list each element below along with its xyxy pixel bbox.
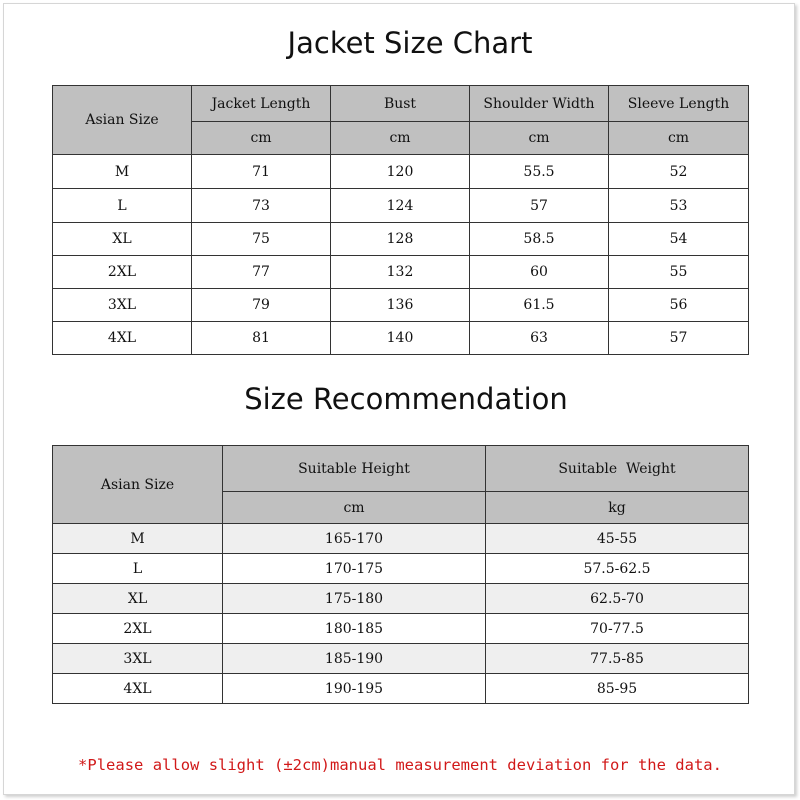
column-header: Suitable Weight bbox=[486, 446, 749, 492]
size-cell: XL bbox=[53, 584, 223, 614]
size-cell: M bbox=[53, 155, 192, 189]
value-cell: 71 bbox=[192, 155, 331, 189]
weight-cell: 85-95 bbox=[486, 674, 749, 704]
value-cell: 73 bbox=[192, 189, 331, 223]
unit-label: cm bbox=[609, 122, 749, 155]
weight-cell: 57.5-62.5 bbox=[486, 554, 749, 584]
table-row bbox=[53, 674, 749, 704]
value-cell: 140 bbox=[331, 322, 470, 355]
weight-cell: 70-77.5 bbox=[486, 614, 749, 644]
value-cell: 75 bbox=[192, 223, 331, 256]
value-cell: 77 bbox=[192, 256, 331, 289]
value-cell: 136 bbox=[331, 289, 470, 322]
table-row bbox=[53, 644, 749, 674]
value-cell: 52 bbox=[609, 155, 749, 189]
height-cell: 175-180 bbox=[223, 584, 486, 614]
table-row bbox=[53, 584, 749, 614]
height-cell: 170-175 bbox=[223, 554, 486, 584]
size-header: Asian Size bbox=[53, 446, 223, 524]
value-cell: 60 bbox=[470, 256, 609, 289]
value-cell: 56 bbox=[609, 289, 749, 322]
value-cell: 57 bbox=[470, 189, 609, 223]
unit-label: cm bbox=[192, 122, 331, 155]
recommendation-title: Size Recommendation bbox=[244, 382, 568, 416]
weight-cell: 77.5-85 bbox=[486, 644, 749, 674]
value-cell: 120 bbox=[331, 155, 470, 189]
table-row bbox=[53, 155, 749, 189]
column-header: Suitable Height bbox=[223, 446, 486, 492]
value-cell: 55 bbox=[609, 256, 749, 289]
value-cell: 128 bbox=[331, 223, 470, 256]
column-header: Jacket Length bbox=[192, 86, 331, 122]
size-cell: 3XL bbox=[53, 289, 192, 322]
jacket-size-table bbox=[52, 85, 749, 355]
table-row bbox=[53, 289, 749, 322]
unit-label: kg bbox=[486, 492, 749, 524]
table-row bbox=[53, 189, 749, 223]
measurement-footnote: *Please allow slight (±2cm)manual measurement deviation for the data. bbox=[78, 756, 722, 774]
value-cell: 55.5 bbox=[470, 155, 609, 189]
height-cell: 165-170 bbox=[223, 524, 486, 554]
size-cell: L bbox=[53, 189, 192, 223]
unit-label: cm bbox=[331, 122, 470, 155]
column-header: Shoulder Width bbox=[470, 86, 609, 122]
height-cell: 185-190 bbox=[223, 644, 486, 674]
weight-cell: 45-55 bbox=[486, 524, 749, 554]
size-cell: 3XL bbox=[53, 644, 223, 674]
size-cell: M bbox=[53, 524, 223, 554]
weight-cell: 62.5-70 bbox=[486, 584, 749, 614]
size-cell: 2XL bbox=[53, 614, 223, 644]
height-cell: 190-195 bbox=[223, 674, 486, 704]
table-row bbox=[53, 554, 749, 584]
size-cell: XL bbox=[53, 223, 192, 256]
size-cell: 4XL bbox=[53, 322, 192, 355]
table-row bbox=[53, 524, 749, 554]
table-row bbox=[53, 614, 749, 644]
size-recommendation-table bbox=[52, 445, 749, 704]
value-cell: 124 bbox=[331, 189, 470, 223]
table-row bbox=[53, 322, 749, 355]
size-cell: 2XL bbox=[53, 256, 192, 289]
value-cell: 132 bbox=[331, 256, 470, 289]
column-header: Sleeve Length bbox=[609, 86, 749, 122]
jacket-chart-title: Jacket Size Chart bbox=[287, 26, 533, 60]
value-cell: 63 bbox=[470, 322, 609, 355]
size-cell: L bbox=[53, 554, 223, 584]
value-cell: 53 bbox=[609, 189, 749, 223]
table-row bbox=[53, 256, 749, 289]
value-cell: 54 bbox=[609, 223, 749, 256]
value-cell: 58.5 bbox=[470, 223, 609, 256]
table-row bbox=[53, 223, 749, 256]
size-header: Asian Size bbox=[53, 86, 192, 155]
value-cell: 81 bbox=[192, 322, 331, 355]
size-cell: 4XL bbox=[53, 674, 223, 704]
unit-label: cm bbox=[470, 122, 609, 155]
value-cell: 57 bbox=[609, 322, 749, 355]
value-cell: 61.5 bbox=[470, 289, 609, 322]
unit-label: cm bbox=[223, 492, 486, 524]
value-cell: 79 bbox=[192, 289, 331, 322]
column-header: Bust bbox=[331, 86, 470, 122]
height-cell: 180-185 bbox=[223, 614, 486, 644]
